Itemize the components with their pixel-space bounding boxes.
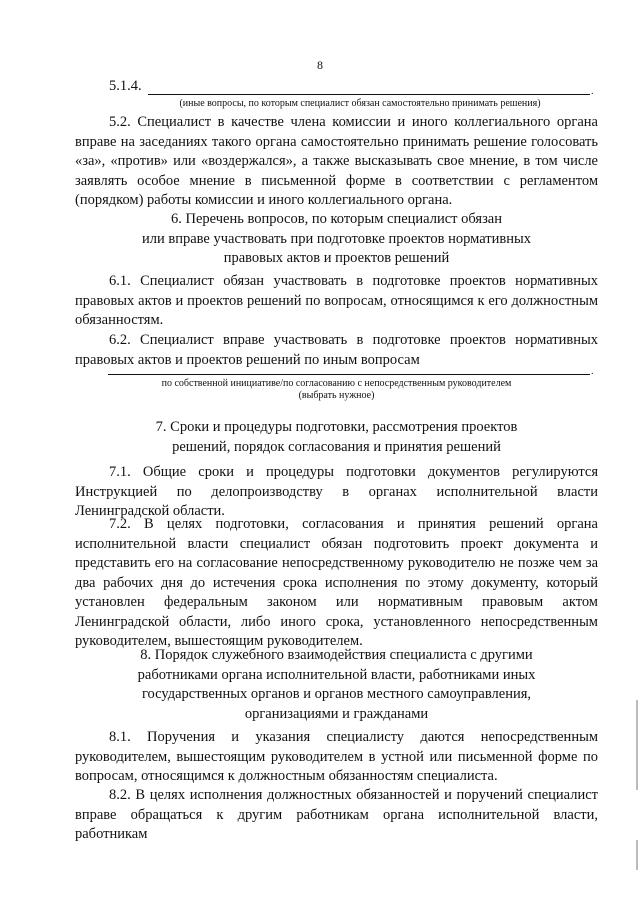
line-end-mark: .	[591, 86, 594, 97]
fill-line-6-2	[108, 374, 590, 375]
section-8-heading-line-1: 8. Порядок служебного взаимодействия специалиста с другими	[140, 647, 533, 663]
note-5-1-4: (иные вопросы, по которым специалист обязан самостоятельно принимать решения)	[179, 98, 541, 109]
section-7-heading-line-1: 7. Сроки и процедуры подготовки, рассмотрения проектов	[155, 419, 518, 435]
section-8-heading	[75, 646, 598, 724]
section-6-heading-line-2: или вправе участвовать при подготовке проектов нормативных	[142, 230, 531, 247]
item-5-1-4-label: 5.1.4.	[109, 78, 142, 94]
note-6-2-options: по собственной инициативе/по согласованию с непосредственным руководителем	[161, 378, 512, 389]
scan-edge-mark	[636, 840, 638, 870]
section-8-heading-line-2: работниками органа исполнительной власти, работниками иных	[137, 666, 536, 683]
paragraph-5-2: 5.2. Специалист в качестве члена комиссии и иного коллегиального органа вправе на заседаниях такого органа самостоятельно принимать решение голосовать «за», «против» или «воздержался», а также высказывать свое мнение, в том числе заявлять особое мнение в письменной форме в соответствии с регламентом (порядком) работы комиссии и иного коллегиального органа.	[75, 114, 598, 208]
paragraph-7-1: 7.1. Общие сроки и процедуры подготовки документов регулируются Инструкцией по делопроизводству в органах исполнительной власти Ленинградской области.	[75, 464, 598, 519]
section-7-heading-line-2: решений, порядок согласования и принятия решений	[172, 438, 501, 455]
line-end-mark: .	[591, 366, 594, 377]
paragraph-8-1: 8.1. Поручения и указания специалисту даются непосредственным руководителем, вышестоящим руководителем в устной или письменной форме по вопросам, относящимся к должностным обязанностям специалиста.	[75, 729, 598, 784]
paragraph-7-2: 7.2. В целях подготовки, согласования и принятия решений органа исполнительной власти специалист обязан подготовить проект документа и представить его на согласование непосредственному руководителю не позже чем за два рабочих дня до истечения срока исполнения по этому документу, который установлен федеральным законом или нормативным правовым актом Ленинградской области, либо иного срока, установленного непосредственным руководителем, вышестоящим руководителем.	[75, 516, 598, 649]
section-7-heading	[75, 418, 598, 457]
section-8-heading-line-3: государственных органов и органов местного самоуправления,	[141, 686, 532, 702]
section-8-heading-line-4: организациями и гражданами	[244, 705, 429, 722]
fill-line-5-1-4	[148, 94, 590, 95]
note-6-2-choose: (выбрать нужное)	[298, 390, 375, 401]
section-6-heading	[75, 210, 598, 269]
page-number: 8	[317, 58, 323, 72]
paragraph-6-1: 6.1. Специалист обязан участвовать в подготовке проектов нормативных правовых актов и проектов решений по вопросам, относящимся к его должностным обязанностям.	[75, 273, 598, 328]
scan-edge-mark	[636, 700, 638, 790]
section-6-heading-line-3: правовых актов и проектов решений	[223, 250, 450, 266]
paragraph-6-2: 6.2. Специалист вправе участвовать в подготовке проектов нормативных правовых актов и проектов решений по иным вопросам	[75, 332, 598, 368]
paragraph-8-2: 8.2. В целях исполнения должностных обязанностей и поручений специалист вправе обращаться к другим работникам органа исполнительной власти, работникам	[75, 787, 598, 842]
section-6-heading-line-1: 6. Перечень вопросов, по которым специалист обязан	[170, 211, 502, 227]
